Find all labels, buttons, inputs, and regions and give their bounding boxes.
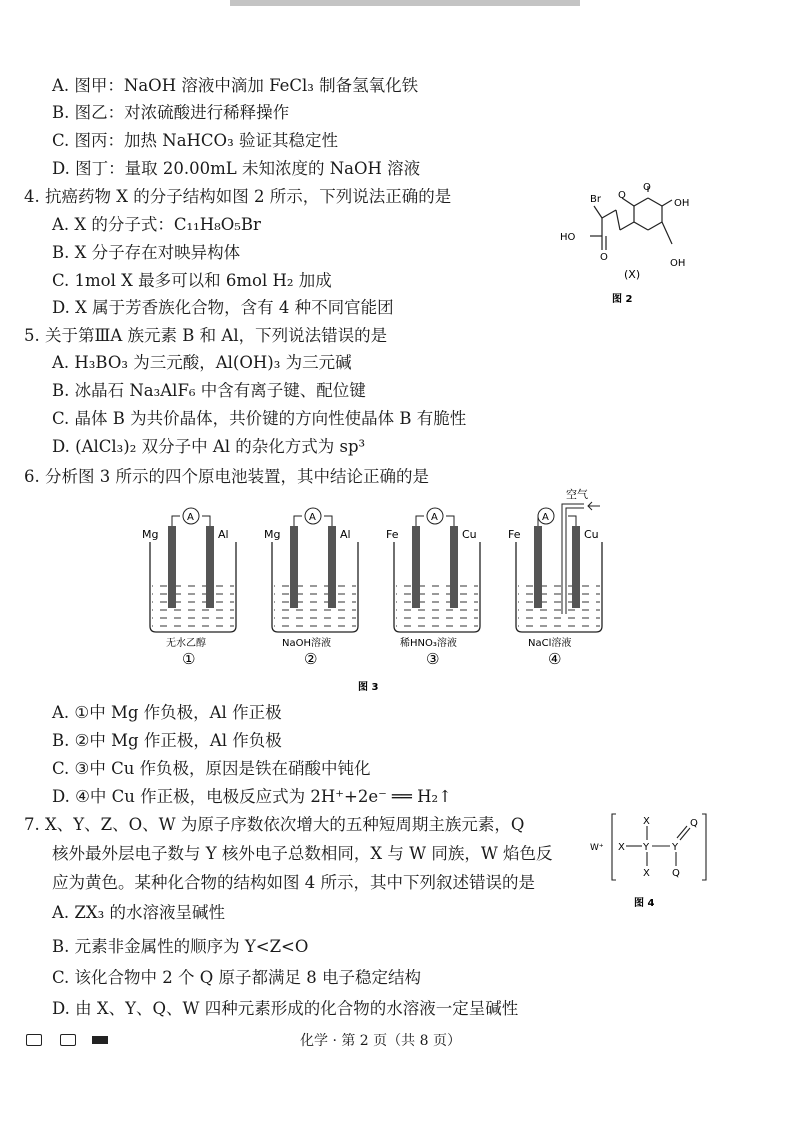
figure-4-caption: 图 4 xyxy=(634,898,655,909)
page-number: 化学 · 第 2 页（共 8 页） xyxy=(300,1033,461,1049)
cell-3-number: ③ xyxy=(426,650,440,668)
cell-3-right-electrode: Cu xyxy=(462,528,477,541)
q7-stem-line-2: 核外最外层电子数与 Y 核外电子总数相同，X 与 W 同族，W 焰色反 xyxy=(52,844,553,863)
cell-1-right-electrode: Al xyxy=(218,528,229,541)
atom-x-left: X xyxy=(618,842,625,853)
cell-3 xyxy=(386,508,480,668)
cell-4-number: ④ xyxy=(548,650,562,668)
cell-4-meter: A xyxy=(542,512,549,523)
cell-4-right-electrode: Cu xyxy=(584,528,599,541)
cell-2 xyxy=(264,508,358,668)
cation-w: W⁺ xyxy=(590,843,604,853)
q6-option-d: D. ④中 Cu 作正极，电极反应式为 2H⁺+2e⁻ ══ H₂↑ xyxy=(52,787,452,806)
cell-2-solution: NaOH溶液 xyxy=(282,638,331,649)
q6-option-a: A. ①中 Mg 作负极，Al 作正极 xyxy=(52,703,282,722)
atom-o-carbonyl: O xyxy=(643,182,651,193)
atom-oh-bottom: OH xyxy=(670,258,686,269)
atom-x-bottom: X xyxy=(643,868,650,879)
cell-3-left-electrode: Fe xyxy=(386,528,399,541)
q4-option-c: C. 1mol X 最多可以和 6mol H₂ 加成 xyxy=(52,271,332,290)
cell-1 xyxy=(142,508,236,668)
q3-option-a: A. 图甲：NaOH 溶液中滴加 FeCl₃ 制备氢氧化铁 xyxy=(52,76,419,95)
q6-stem: 6. 分析图 3 所示的四个原电池装置，其中结论正确的是 xyxy=(24,467,429,486)
q3-option-c: C. 图丙：加热 NaHCO₃ 验证其稳定性 xyxy=(52,131,338,150)
atom-x-top: X xyxy=(643,816,650,827)
cell-4-left-electrode: Fe xyxy=(508,528,521,541)
q5-option-d: D. (AlCl₃)₂ 双分子中 Al 的杂化方式为 sp³ xyxy=(52,437,366,456)
cell-4 xyxy=(508,487,602,668)
cell-1-left-electrode: Mg xyxy=(142,528,159,541)
q5-option-b: B. 冰晶石 Na₃AlF₆ 中含有离子键、配位键 xyxy=(52,381,366,400)
cell-2-left-electrode: Mg xyxy=(264,528,281,541)
cell-1-meter: A xyxy=(187,512,194,523)
atom-ho: HO xyxy=(560,232,576,243)
cell-2-number: ② xyxy=(304,650,318,668)
footer-box-1 xyxy=(26,1034,42,1046)
figure-3-caption: 图 3 xyxy=(358,682,379,693)
q5-option-a: A. H₃BO₃ 为三元酸，Al(OH)₃ 为三元碱 xyxy=(52,353,352,372)
q5-option-c: C. 晶体 B 为共价晶体，共价键的方向性使晶体 B 有脆性 xyxy=(52,409,467,428)
atom-o-acid: O xyxy=(600,252,608,263)
q7-stem-line-1: 7. X、Y、Z、O、W 为原子序数依次增大的五种短周期主族元素，Q xyxy=(24,815,525,834)
air-label: 空气 xyxy=(566,488,588,501)
atom-y-right: Y xyxy=(672,842,679,853)
q6-option-c: C. ③中 Cu 作负极，原因是铁在硝酸中钝化 xyxy=(52,759,371,778)
cell-1-solution: 无水乙醇 xyxy=(166,638,206,649)
figure-3-cells xyxy=(130,486,620,696)
cell-3-meter: A xyxy=(431,512,438,523)
q3-option-d: D. 图丁：量取 20.00mL 未知浓度的 NaOH 溶液 xyxy=(52,159,421,178)
q3-option-b: B. 图乙：对浓硫酸进行稀释操作 xyxy=(52,103,290,122)
atom-q-bottom: Q xyxy=(672,868,680,879)
cell-4-solution: NaCl溶液 xyxy=(528,638,572,649)
cell-1-number: ① xyxy=(182,650,196,668)
q7-stem-line-3: 应为黄色。某种化合物的结构如图 4 所示，其中下列叙述错误的是 xyxy=(52,873,535,892)
cell-2-right-electrode: Al xyxy=(340,528,351,541)
q6-option-b: B. ②中 Mg 作正极，Al 作负极 xyxy=(52,731,282,750)
q4-stem: 4. 抗癌药物 X 的分子结构如图 2 所示，下列说法正确的是 xyxy=(24,187,452,206)
atom-br: Br xyxy=(590,194,601,205)
figure-2-molecule xyxy=(552,178,712,310)
q4-option-a: A. X 的分子式：C₁₁H₈O₅Br xyxy=(52,215,261,234)
cell-2-meter: A xyxy=(309,512,316,523)
q5-stem: 5. 关于第ⅢA 族元素 B 和 Al，下列说法错误的是 xyxy=(24,326,388,345)
atom-o-ring: O xyxy=(618,190,626,201)
figure-2-caption: 图 2 xyxy=(612,294,633,305)
molecule-label: (X) xyxy=(624,268,641,281)
q4-option-d: D. X 属于芳香族化合物，含有 4 种不同官能团 xyxy=(52,298,394,317)
footer-box-2 xyxy=(60,1034,76,1046)
q4-option-b: B. X 分子存在对映异构体 xyxy=(52,243,241,262)
figure-4-structure xyxy=(590,806,720,914)
cell-3-solution: 稀HNO₃溶液 xyxy=(400,638,457,649)
q7-option-b: B. 元素非金属性的顺序为 Y<Z<O xyxy=(52,937,309,956)
atom-q-top: Q xyxy=(690,818,698,829)
atom-y-left: Y xyxy=(643,842,650,853)
footer-box-3 xyxy=(92,1036,108,1044)
atom-oh-top: OH xyxy=(674,198,690,209)
q7-option-d: D. 由 X、Y、Q、W 四种元素形成的化合物的水溶液一定呈碱性 xyxy=(52,999,519,1018)
q7-option-c: C. 该化合物中 2 个 Q 原子都满足 8 电子稳定结构 xyxy=(52,968,422,987)
q7-option-a: A. ZX₃ 的水溶液呈碱性 xyxy=(52,903,225,922)
scan-header-mark xyxy=(230,0,580,6)
